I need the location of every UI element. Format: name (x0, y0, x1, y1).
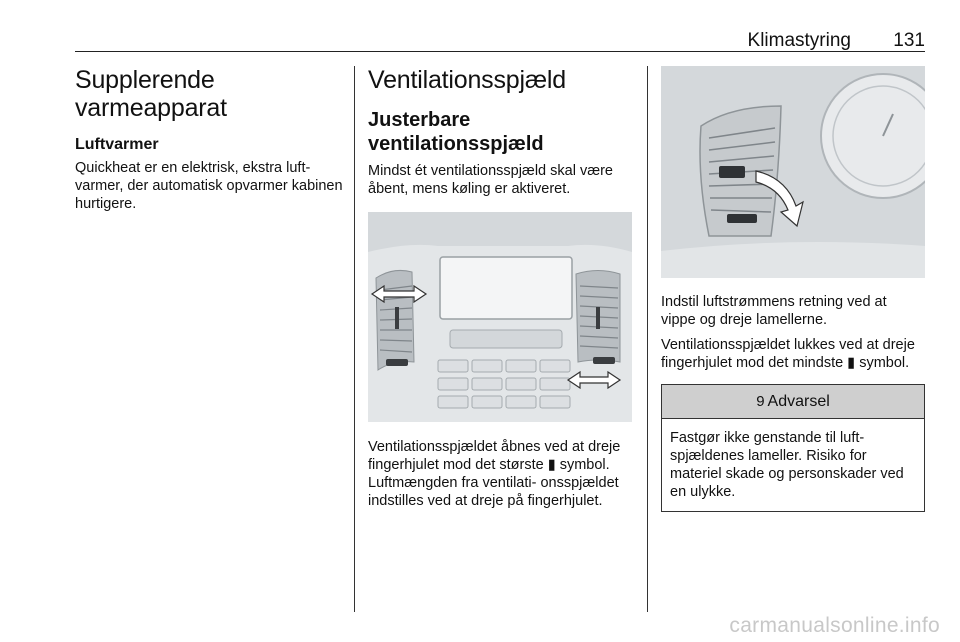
column-left (75, 66, 345, 213)
vent-closeup-illustration (661, 66, 925, 278)
dashboard-vents-figure (368, 212, 632, 422)
intro-paragraph: Mindst ét ventilationsspjæld skal være åbent, mens køling er aktiveret. (368, 163, 613, 197)
warning-triangle-icon: 9 (756, 393, 765, 410)
dashboard-illustration (368, 212, 632, 422)
paragraph: Ventilationsspjældet åbnes ved at dreje fingerhjulet mod det største ▮ symbol. Luftmængden fra ventilati- onsspjældet indstilles ved at dreje på fingerhjulet. (368, 439, 621, 509)
vent-closeup-figure (661, 66, 925, 278)
column-right (661, 66, 925, 512)
warning-box (661, 384, 925, 512)
sub-heading: Luftvarmer (75, 136, 159, 153)
column-middle (368, 66, 634, 510)
sub-heading: Justerbare ventilationsspjæld (368, 109, 544, 155)
paragraph: Indstil luftstrømmens retning ved at vippe og dreje lamellerne. (661, 294, 887, 328)
page-number: 131 (893, 30, 925, 51)
paragraph: Ventilationsspjældet lukkes ved at dreje fingerhjulet mod det mindste ▮ symbol. (661, 337, 915, 371)
warning-text: Fastgør ikke genstande til luft- spjældenes lameller. Risiko for materiel skade og personskader ved en ulykke. (670, 430, 904, 500)
section-heading: Ventilationsspjæld (368, 66, 566, 94)
column-divider (354, 66, 355, 612)
watermark: carmanualsonline.info (729, 614, 940, 637)
header-title: Klimastyring (747, 30, 851, 51)
column-divider (647, 66, 648, 612)
page-header (75, 26, 925, 52)
section-heading: Supplerende varmeapparat (75, 66, 227, 122)
paragraph: Quickheat er en elektrisk, ekstra luft- varmer, der automatisk opvarmer kabinen hurtigere. (75, 160, 343, 212)
warning-header (662, 385, 924, 419)
warning-title: Advarsel (767, 392, 830, 410)
